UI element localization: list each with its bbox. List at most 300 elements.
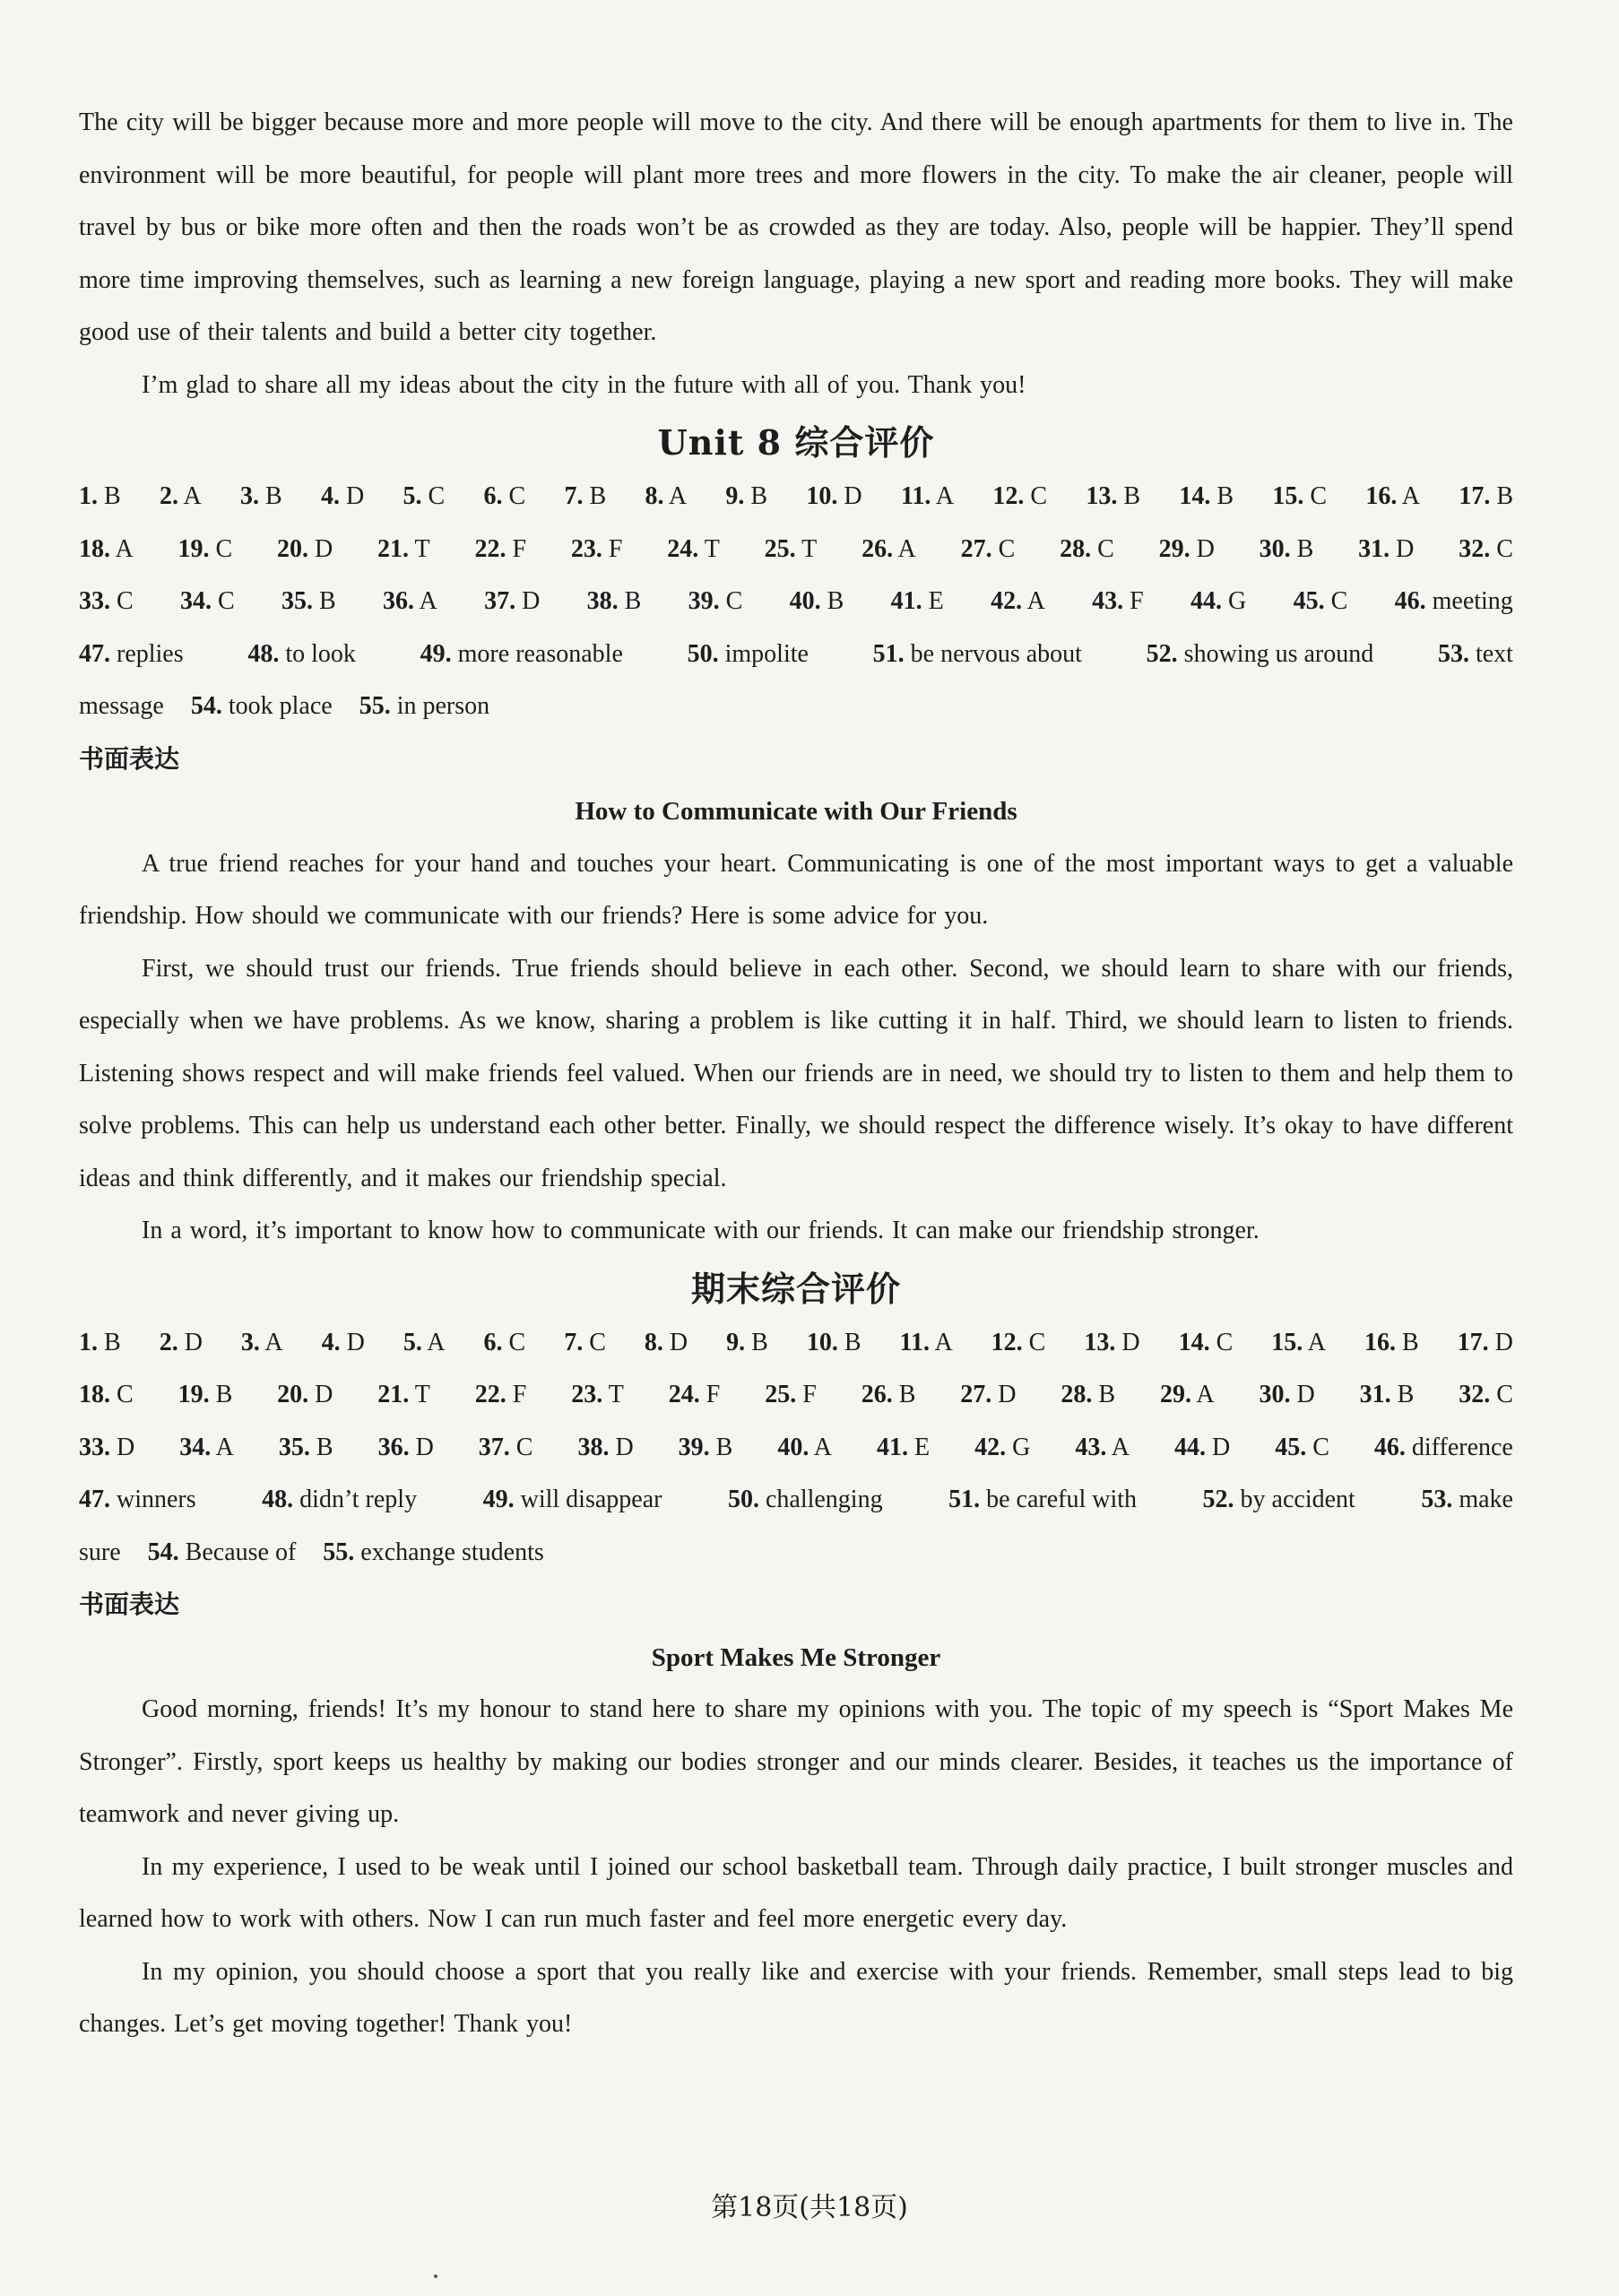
answer-value: to look xyxy=(279,639,356,668)
answer-item xyxy=(900,1317,953,1370)
answer-key-page xyxy=(79,97,1513,2051)
answer-number: 54. xyxy=(147,1538,179,1566)
answer-item xyxy=(1086,471,1140,524)
essay-paragraph: In my opinion, you should choose a sport that you really like and exercise with your friends. Remember, small steps lead to big changes. Let’s get moving together! Thank you! xyxy=(79,1957,1513,2038)
answer-value: B xyxy=(1117,482,1141,510)
answer-item xyxy=(383,576,437,628)
answer-value: A xyxy=(1190,1381,1215,1408)
answer-item xyxy=(1360,1369,1415,1422)
answer-number: 41. xyxy=(890,587,922,615)
answer-value: C xyxy=(509,1433,533,1461)
answer-number: 17. xyxy=(1459,482,1491,510)
answer-item xyxy=(861,524,916,576)
answer-item xyxy=(262,1474,417,1527)
answer-item xyxy=(1061,1369,1115,1422)
answer-item xyxy=(484,1317,526,1370)
answer-number: 43. xyxy=(1092,587,1124,615)
answer-value: B xyxy=(1395,1328,1419,1356)
answer-item xyxy=(1365,471,1420,524)
answer-number: 16. xyxy=(1364,1328,1396,1356)
answer-number: 37. xyxy=(484,587,516,615)
answer-item xyxy=(1294,576,1348,628)
answer-value: G xyxy=(1222,587,1247,615)
answer-row xyxy=(79,1527,1513,1580)
answer-row xyxy=(79,680,1513,733)
answer-item xyxy=(790,576,844,628)
answer-item xyxy=(679,1422,733,1475)
answer-item xyxy=(688,576,743,628)
answer-number: 23. xyxy=(571,1381,603,1408)
answer-number: 21. xyxy=(377,534,410,563)
answer-value: A xyxy=(421,1328,446,1356)
answer-item xyxy=(587,576,642,628)
answer-value: C xyxy=(1209,1328,1234,1356)
answer-value: C xyxy=(209,534,233,563)
answer-item xyxy=(403,471,445,524)
answer-number: 49. xyxy=(420,639,452,668)
answer-value: D xyxy=(409,1433,434,1461)
answer-value: B xyxy=(309,1433,333,1461)
answer-item xyxy=(992,471,1047,524)
answer-item xyxy=(484,576,540,628)
answer-number: 10. xyxy=(806,482,838,510)
answer-value: T xyxy=(409,534,430,563)
answer-item xyxy=(479,1422,533,1475)
answer-number: 28. xyxy=(1061,1381,1093,1408)
answer-value: D xyxy=(1206,1433,1231,1461)
answer-value: make xyxy=(1452,1486,1513,1513)
answer-number: 51. xyxy=(948,1486,981,1513)
section-title: Unit 8 综合评价 xyxy=(657,422,935,463)
answer-number: 8. xyxy=(644,1328,663,1356)
answer-number: 52. xyxy=(1202,1486,1234,1513)
answer-item xyxy=(960,1369,1016,1422)
answer-item xyxy=(577,1422,633,1475)
answer-number: 42. xyxy=(991,587,1023,615)
answer-number: 35. xyxy=(281,587,314,615)
answer-item xyxy=(1147,628,1374,681)
answer-value: D xyxy=(308,534,333,563)
answer-number: 20. xyxy=(277,1381,309,1408)
answer-item xyxy=(1084,1317,1139,1370)
answer-number: 33. xyxy=(79,587,110,615)
answer-value: B xyxy=(583,482,607,510)
answer-number: 51. xyxy=(872,639,905,668)
answer-number: 38. xyxy=(577,1433,610,1461)
answer-value: D xyxy=(991,1381,1017,1408)
answer-number: 46. xyxy=(1394,587,1426,615)
answer-row xyxy=(79,576,1513,628)
answer-value: B xyxy=(1210,482,1234,510)
answer-item xyxy=(179,1422,234,1475)
answer-number: 31. xyxy=(1358,534,1390,563)
answer-number: 7. xyxy=(564,1328,584,1356)
answer-item xyxy=(277,524,333,576)
answer-value: F xyxy=(796,1381,817,1408)
answer-item xyxy=(79,1317,121,1370)
answer-value: B xyxy=(313,587,336,615)
answer-value: B xyxy=(209,1381,233,1408)
answer-value: E xyxy=(908,1433,931,1461)
answer-value: A xyxy=(931,482,955,510)
answer-value: A xyxy=(110,534,134,563)
answer-number: 46. xyxy=(1373,1433,1406,1461)
answer-item xyxy=(475,1369,527,1422)
answer-number: 55. xyxy=(359,692,391,720)
answer-item xyxy=(564,471,606,524)
answer-item xyxy=(991,1317,1046,1370)
answer-number: 3. xyxy=(239,482,259,510)
answer-item xyxy=(79,1527,121,1580)
answer-item xyxy=(571,524,623,576)
answer-item xyxy=(645,471,687,524)
answer-number: 36. xyxy=(383,587,415,615)
answer-number: 33. xyxy=(79,1433,110,1461)
answer-number: 12. xyxy=(992,482,1025,510)
essay-paragraph: A true friend reaches for your hand and touches your heart. Communicating is one of the most important ways to get a valuable friendship. How should we communicate with our friends? Here is some advice for you. xyxy=(79,849,1513,930)
answer-item xyxy=(178,524,233,576)
answer-item xyxy=(1459,524,1513,576)
answer-value: E xyxy=(922,587,944,615)
answer-number: 15. xyxy=(1272,482,1304,510)
answer-value: G xyxy=(1006,1433,1031,1461)
answer-number: 31. xyxy=(1359,1381,1391,1408)
answer-item xyxy=(1364,1317,1419,1370)
answer-item xyxy=(79,680,164,733)
answer-value: B xyxy=(258,482,282,510)
answer-value: D xyxy=(339,482,365,510)
answer-value: C xyxy=(719,587,743,615)
answer-key xyxy=(79,1317,1513,1580)
answer-number: 18. xyxy=(79,1381,110,1408)
answer-value: C xyxy=(212,587,235,615)
answer-number: 14. xyxy=(1179,482,1211,510)
answer-value: meeting xyxy=(1425,587,1513,615)
answer-item xyxy=(148,1527,297,1580)
answer-item xyxy=(79,471,121,524)
answer-value: B xyxy=(837,1328,861,1356)
answer-number: 22. xyxy=(474,1381,506,1408)
answer-number: 32. xyxy=(1459,534,1491,563)
answer-value: D xyxy=(1190,534,1215,563)
answer-value: C xyxy=(1022,1328,1046,1356)
answer-number: 39. xyxy=(678,1433,710,1461)
answer-value: B xyxy=(618,587,642,615)
answer-value: in person xyxy=(390,692,490,720)
answer-value: F xyxy=(602,534,623,563)
answer-value: A xyxy=(414,587,437,615)
answer-value: D xyxy=(177,1328,203,1356)
answer-item xyxy=(359,680,489,733)
answer-value: D xyxy=(1115,1328,1140,1356)
answer-number: 36. xyxy=(377,1433,410,1461)
answer-row xyxy=(79,1369,1513,1422)
answer-value: C xyxy=(1091,534,1114,563)
answer-item xyxy=(1179,471,1234,524)
essay-paragraph: I’m glad to share all my ideas about the city in the future with all of you. Thank you! xyxy=(142,370,1026,399)
answer-value: message xyxy=(79,692,164,720)
answer-item xyxy=(281,576,336,628)
answer-item xyxy=(79,628,184,681)
answer-item xyxy=(403,1317,446,1370)
answer-value: challenging xyxy=(758,1486,883,1513)
answer-value: A xyxy=(663,482,688,510)
answer-number: 34. xyxy=(180,587,212,615)
answer-item xyxy=(180,576,235,628)
answer-value: will disappear xyxy=(514,1486,662,1513)
answer-number: 32. xyxy=(1459,1381,1491,1408)
answer-number: 10. xyxy=(806,1328,838,1356)
answer-item xyxy=(178,1369,233,1422)
answer-number: 29. xyxy=(1158,534,1190,563)
answer-item xyxy=(1459,471,1513,524)
answer-row xyxy=(79,471,1513,524)
answer-value: D xyxy=(609,1433,634,1461)
answer-item xyxy=(688,628,809,681)
answer-number: 53. xyxy=(1421,1486,1453,1513)
section-title: 期末综合评价 xyxy=(690,1268,901,1309)
answer-number: 1. xyxy=(79,1328,98,1356)
essay-paragraph: In my experience, I used to be weak until I joined our school basketball team. Through daily practice, I built stronger muscles and learned how to work with others. Now I can run much faster and feel more energetic every day. xyxy=(79,1852,1513,1933)
essay-title: Sport Makes Me Stronger xyxy=(651,1642,941,1672)
answer-item xyxy=(961,524,1016,576)
answer-number: 23. xyxy=(570,534,602,563)
answer-number: 30. xyxy=(1259,1381,1291,1408)
answer-number: 40. xyxy=(777,1433,810,1461)
answer-value: T xyxy=(409,1381,430,1408)
essay-paragraph: Good morning, friends! It’s my honour to stand here to share my opinions with you. The topic of my speech is “Sport Makes Me Stronger”. Firstly, sport keeps us healthy by making our bodies stronger and our minds clearer. Besides, it teaches us the importance of teamwork and never giving up. xyxy=(79,1695,1513,1828)
answer-value: A xyxy=(259,1328,283,1356)
answer-number: 19. xyxy=(177,534,210,563)
answer-item xyxy=(1075,1422,1130,1475)
answer-value: A xyxy=(177,482,202,510)
answer-item xyxy=(420,628,623,681)
answer-item xyxy=(891,576,944,628)
answer-row xyxy=(79,1317,1513,1370)
answer-number: 38. xyxy=(586,587,619,615)
answer-item xyxy=(1174,1422,1230,1475)
answer-value: D xyxy=(1488,1328,1513,1356)
answer-item xyxy=(279,1422,333,1475)
answer-value: B xyxy=(709,1433,733,1461)
answer-value: C xyxy=(1490,534,1513,563)
answer-number: 50. xyxy=(687,639,719,668)
answer-item xyxy=(726,1317,768,1370)
answer-number: 54. xyxy=(190,692,222,720)
answer-key xyxy=(79,471,1513,733)
answer-number: 4. xyxy=(321,1328,341,1356)
answer-item xyxy=(861,1369,916,1422)
answer-item xyxy=(1271,1317,1326,1370)
answer-value: A xyxy=(809,1433,833,1461)
answer-value: A xyxy=(1397,482,1421,510)
answer-value: C xyxy=(991,534,1016,563)
answer-item xyxy=(378,1422,434,1475)
answer-value: D xyxy=(662,1328,688,1356)
answer-item xyxy=(323,1527,544,1580)
answer-value: more reasonable xyxy=(451,639,623,668)
answer-item xyxy=(974,1422,1030,1475)
answer-item xyxy=(667,524,720,576)
answer-item xyxy=(948,1474,1137,1527)
answer-value: C xyxy=(1303,482,1328,510)
answer-number: 21. xyxy=(377,1381,410,1408)
answer-item xyxy=(1421,1474,1513,1527)
answer-value: F xyxy=(506,1381,527,1408)
answer-value: be nervous about xyxy=(904,639,1082,668)
answer-value: exchange students xyxy=(354,1538,544,1566)
answer-item xyxy=(377,524,430,576)
answer-value: F xyxy=(1123,587,1144,615)
answer-number: 3. xyxy=(240,1328,260,1356)
answer-number: 44. xyxy=(1190,587,1223,615)
answer-value: sure xyxy=(79,1538,121,1566)
answer-item xyxy=(1459,1369,1513,1422)
answer-value: A xyxy=(1303,1328,1326,1356)
answer-item xyxy=(1092,576,1144,628)
answer-item xyxy=(191,680,333,733)
answer-item xyxy=(1374,1422,1513,1475)
answer-number: 52. xyxy=(1146,639,1178,668)
answer-value: B xyxy=(98,1328,121,1356)
answer-item xyxy=(728,1474,883,1527)
answer-item xyxy=(160,1317,203,1370)
answer-number: 17. xyxy=(1457,1328,1489,1356)
answer-number: 55. xyxy=(323,1538,355,1566)
answer-item xyxy=(901,471,954,524)
answer-value: D xyxy=(1290,1381,1315,1408)
answer-value: C xyxy=(1306,1433,1329,1461)
answer-value: winners xyxy=(110,1486,196,1513)
answer-number: 39. xyxy=(688,587,720,615)
answer-value: A xyxy=(1106,1433,1130,1461)
answer-number: 25. xyxy=(764,534,796,563)
answer-item xyxy=(877,1422,930,1475)
answer-value: Because of xyxy=(178,1538,297,1566)
answer-number: 7. xyxy=(564,482,584,510)
answer-value: B xyxy=(744,482,768,510)
answer-value: C xyxy=(1324,587,1348,615)
answer-number: 28. xyxy=(1060,534,1092,563)
answer-value: D xyxy=(515,587,541,615)
answer-value: showing us around xyxy=(1177,639,1374,668)
answer-item xyxy=(777,1422,832,1475)
answer-value: B xyxy=(1390,1381,1415,1408)
essay-paragraph: The city will be bigger because more and more people will move to the city. And there will be enough apartments for them to live in. The environment will be more beautiful, for people will plant more trees and more flowers in the city. To make the air cleaner, people will travel by bus or bike more often and then the roads won’t be as crowded as they are today. Also, people will be happier. They’ll spend more time improving themselves, such as learning a new foreign language, playing a new sport and reading more books. They will make good use of their talents and build a better city together. xyxy=(79,108,1513,346)
answer-item xyxy=(240,471,282,524)
answer-number: 11. xyxy=(900,482,931,510)
answer-value: C xyxy=(110,1381,134,1408)
answer-item xyxy=(483,1474,662,1527)
answer-value: D xyxy=(110,1433,135,1461)
answer-value: B xyxy=(820,587,844,615)
answer-number: 12. xyxy=(991,1328,1023,1356)
answer-value: A xyxy=(1022,587,1045,615)
answer-item xyxy=(1395,576,1513,628)
answer-value: B xyxy=(1092,1381,1116,1408)
answer-item xyxy=(645,1317,688,1370)
answer-item xyxy=(991,576,1045,628)
answer-number: 15. xyxy=(1271,1328,1303,1356)
essay-paragraph: In a word, it’s important to know how to communicate with our friends. It can make our friendship stronger. xyxy=(142,1217,1260,1244)
answer-item xyxy=(725,471,767,524)
answer-value: C xyxy=(1490,1381,1513,1408)
answer-number: 13. xyxy=(1084,1328,1116,1356)
answer-item xyxy=(79,1474,196,1527)
answer-row xyxy=(79,524,1513,576)
answer-item xyxy=(377,1369,430,1422)
answer-value: B xyxy=(1490,482,1513,510)
answer-value: C xyxy=(110,587,134,615)
answer-number: 11. xyxy=(899,1328,930,1356)
answer-number: 25. xyxy=(765,1381,797,1408)
answer-value: C xyxy=(1024,482,1048,510)
answer-number: 6. xyxy=(483,482,503,510)
answer-number: 43. xyxy=(1075,1433,1107,1461)
answer-item xyxy=(483,471,525,524)
answer-number: 2. xyxy=(159,1328,178,1356)
answer-item xyxy=(79,576,134,628)
answer-number: 26. xyxy=(861,1381,893,1408)
answer-row xyxy=(79,628,1513,681)
answer-number: 19. xyxy=(177,1381,210,1408)
answer-value: D xyxy=(837,482,862,510)
answer-number: 29. xyxy=(1159,1381,1191,1408)
answer-number: 49. xyxy=(482,1486,515,1513)
answer-item xyxy=(807,1317,861,1370)
answer-number: 8. xyxy=(645,482,664,510)
answer-item xyxy=(1272,471,1327,524)
answer-value: B xyxy=(892,1381,916,1408)
answer-item xyxy=(241,1317,283,1370)
answer-item xyxy=(1203,1474,1355,1527)
answer-number: 40. xyxy=(789,587,821,615)
answer-value: F xyxy=(699,1381,721,1408)
answer-item xyxy=(765,1369,817,1422)
answer-item xyxy=(571,1369,624,1422)
answer-item xyxy=(873,628,1082,681)
answer-number: 9. xyxy=(726,1328,746,1356)
essay-paragraph: First, we should trust our friends. True friends should believe in each other. Second, we should learn to share with our friends, especially when we have problems. As we know, sharing a problem is like cutting it in half. Third, we should learn to listen to friends. Listening shows respect and will make friends feel valued. When our friends are in need, we should try to listen to them and help them to solve problems. This can help us understand each other better. Finally, we should respect the difference wisely. It’s okay to have different ideas and think differently, and it makes our friendship special. xyxy=(79,954,1513,1192)
answer-number: 9. xyxy=(725,482,745,510)
answer-number: 4. xyxy=(320,482,340,510)
answer-item xyxy=(669,1369,721,1422)
answer-number: 45. xyxy=(1293,587,1325,615)
answer-number: 48. xyxy=(262,1486,294,1513)
answer-item xyxy=(1358,524,1414,576)
essay-title: How to Communicate with Our Friends xyxy=(575,797,1017,826)
answer-item xyxy=(564,1317,606,1370)
answer-item xyxy=(1179,1317,1234,1370)
answer-number: 37. xyxy=(478,1433,510,1461)
answer-value: B xyxy=(745,1328,768,1356)
answer-number: 53. xyxy=(1437,639,1469,668)
answer-item xyxy=(322,1317,365,1370)
answer-item xyxy=(1190,576,1246,628)
answer-item xyxy=(79,524,134,576)
answer-value: T xyxy=(602,1381,624,1408)
answer-number: 13. xyxy=(1086,482,1118,510)
answer-item xyxy=(321,471,364,524)
answer-item xyxy=(1458,1317,1513,1370)
answer-item xyxy=(806,471,861,524)
answer-item xyxy=(1060,524,1114,576)
answer-value: C xyxy=(583,1328,606,1356)
answer-item xyxy=(474,524,526,576)
answer-number: 24. xyxy=(667,534,699,563)
answer-value: C xyxy=(502,1328,526,1356)
answer-value: C xyxy=(421,482,446,510)
